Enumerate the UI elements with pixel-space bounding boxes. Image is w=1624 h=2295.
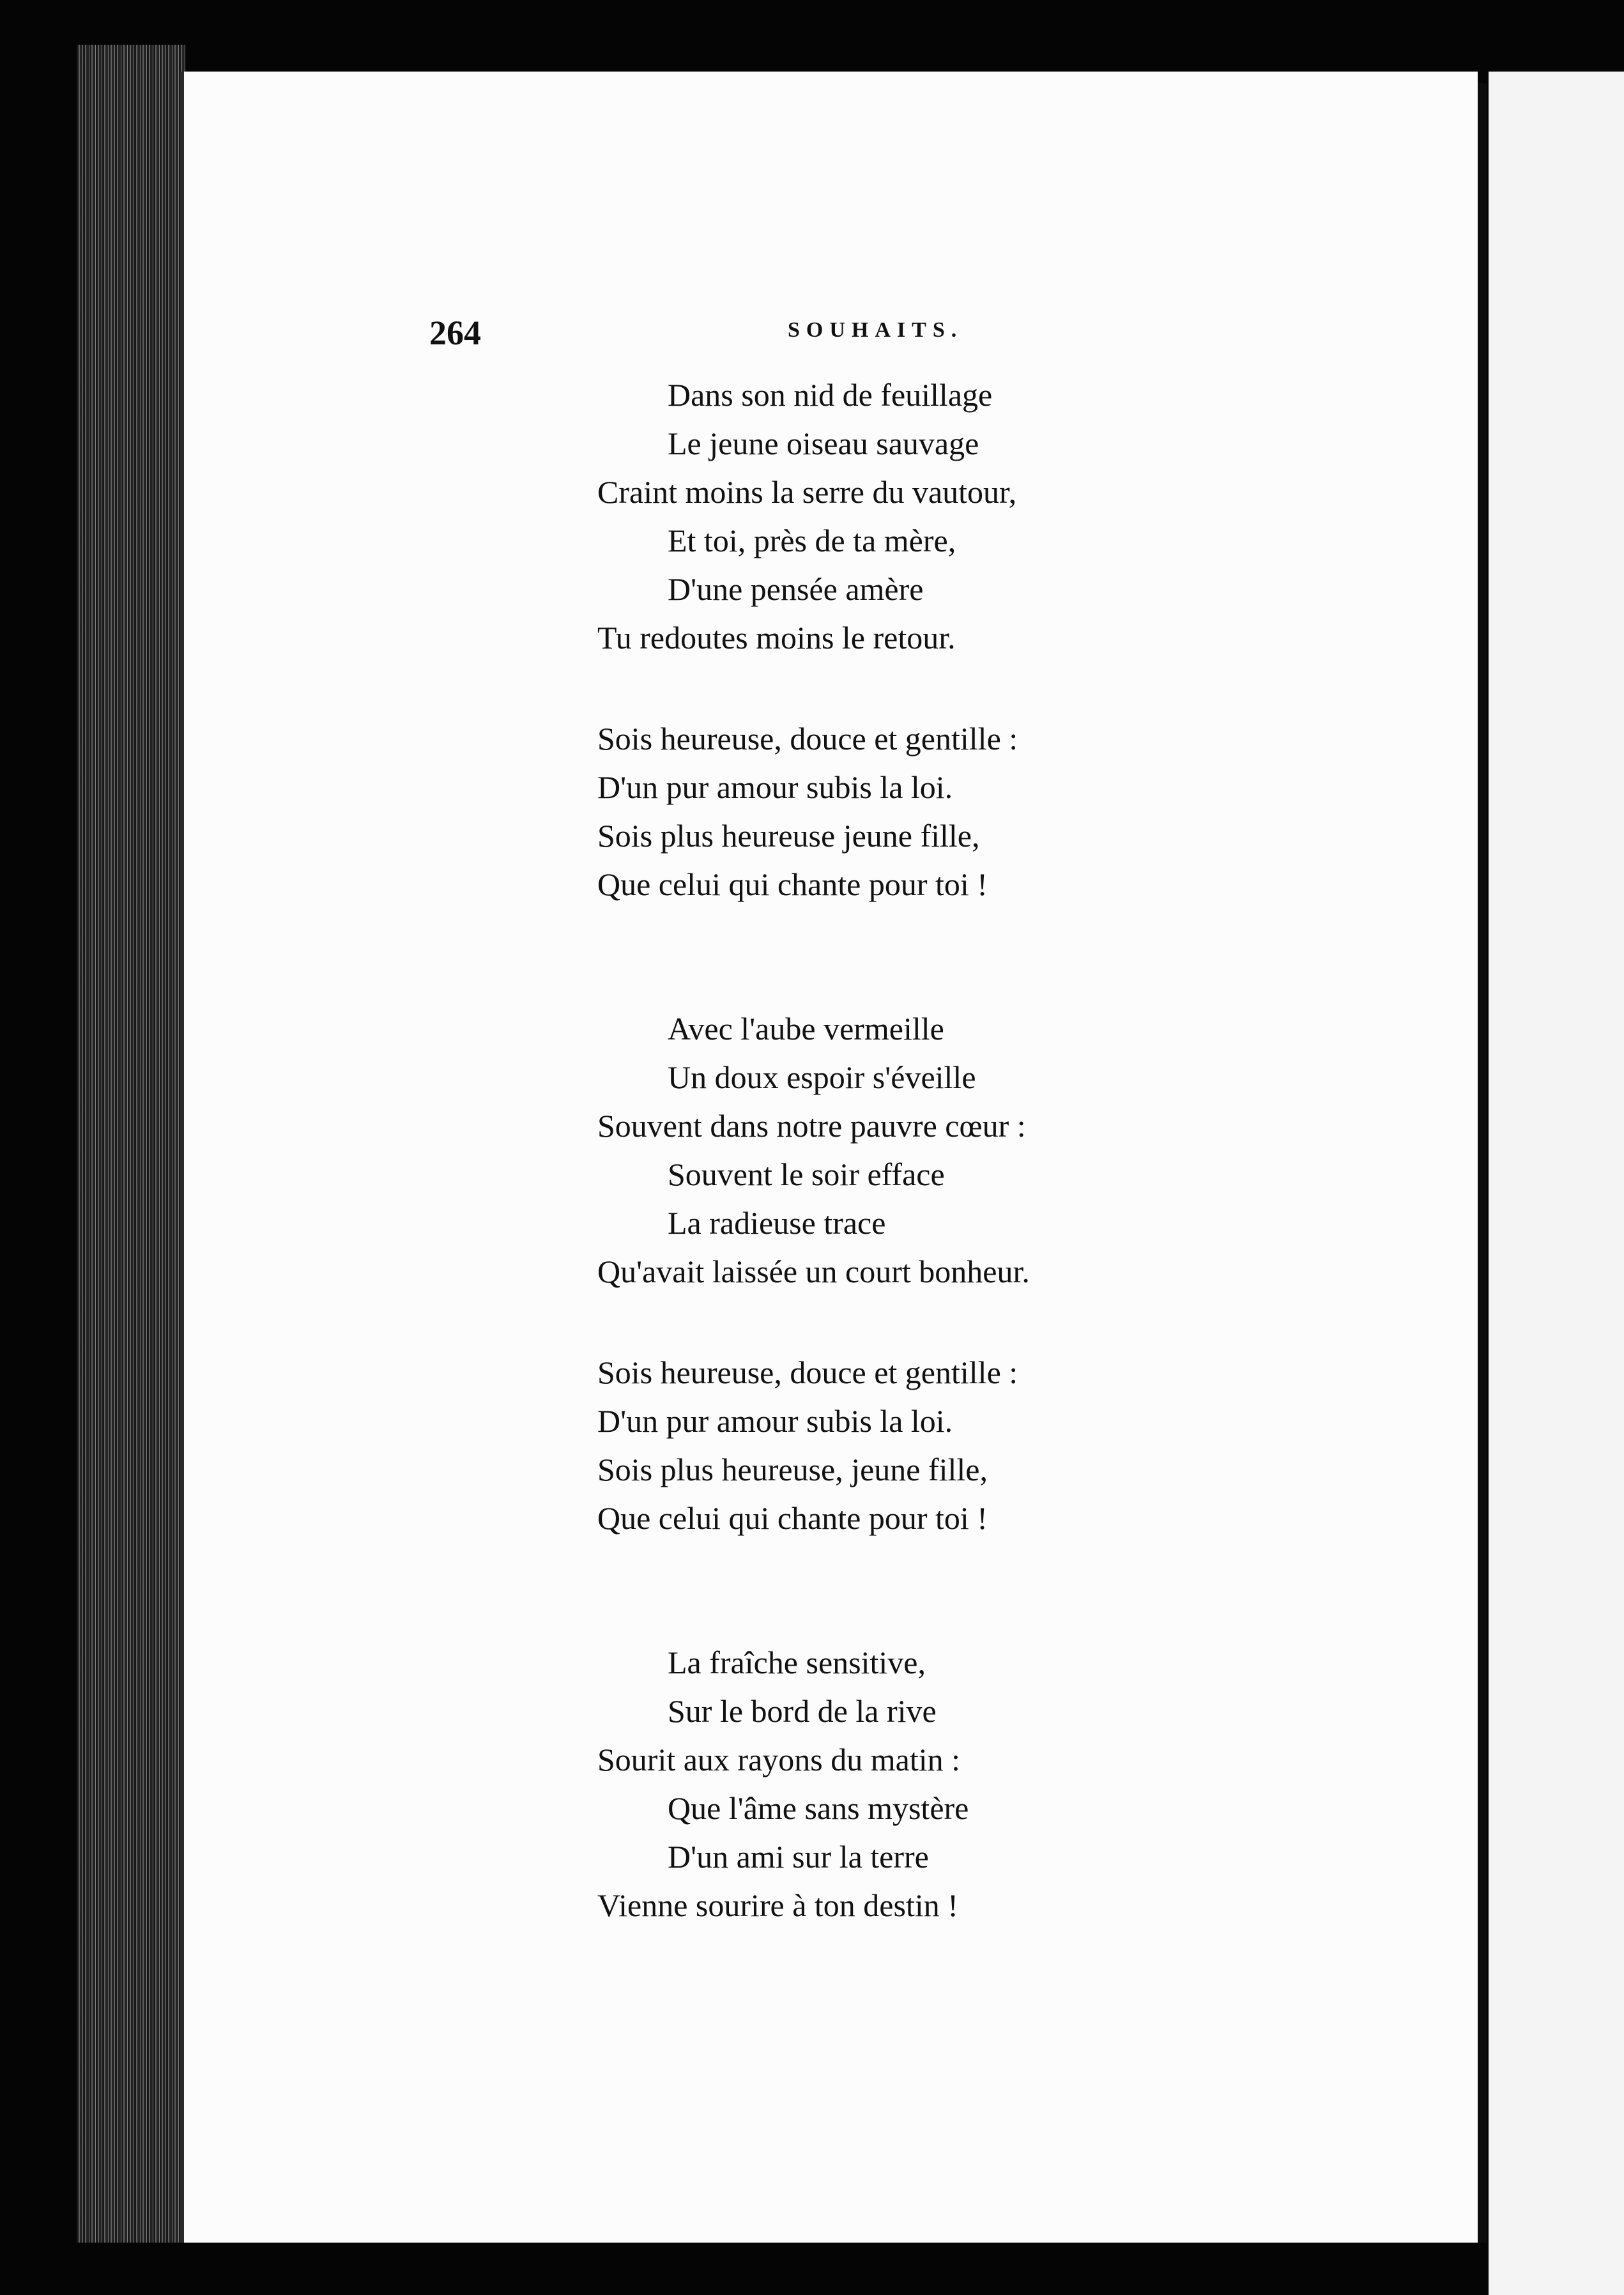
poem-line: Sois heureuse, douce et gentille : bbox=[597, 721, 1018, 756]
poem-line: Sois plus heureuse, jeune fille, bbox=[597, 1452, 988, 1487]
poem-line: Que celui qui chante pour toi ! bbox=[597, 1500, 988, 1536]
poem-line: La fraîche sensitive, bbox=[668, 1645, 926, 1680]
poem-line: D'un pur amour subis la loi. bbox=[597, 1403, 953, 1439]
poem bbox=[597, 371, 1428, 1930]
poem-line: Souvent le soir efface bbox=[668, 1156, 945, 1192]
poem-line: Dans son nid de feuillage bbox=[668, 377, 993, 413]
poem-line: Souvent dans notre pauvre cœur : bbox=[597, 1108, 1026, 1144]
running-head bbox=[0, 313, 1624, 351]
poem-line: Vienne sourire à ton destin ! bbox=[597, 1887, 958, 1923]
stanza bbox=[597, 371, 1428, 662]
page-number: 264 bbox=[429, 314, 481, 352]
poem-line: Le jeune oiseau sauvage bbox=[668, 426, 979, 461]
poem-line: Sois heureuse, douce et gentille : bbox=[597, 1355, 1018, 1390]
refrain-stanza bbox=[597, 714, 1428, 909]
poem-line: D'un pur amour subis la loi. bbox=[597, 769, 953, 805]
poem-line: La radieuse trace bbox=[668, 1205, 886, 1241]
book-page-edges bbox=[77, 45, 185, 2243]
poem-line: Qu'avait laissée un court bonheur. bbox=[597, 1254, 1030, 1289]
poem-line: Un doux espoir s'éveille bbox=[668, 1059, 976, 1095]
poem-line: D'une pensée amère bbox=[668, 571, 924, 607]
poem-line: Sourit aux rayons du matin : bbox=[597, 1742, 960, 1777]
poem-line: Tu redoutes moins le retour. bbox=[597, 620, 956, 656]
poem-line: Craint moins la serre du vautour, bbox=[597, 474, 1017, 510]
poem-line: Que l'âme sans mystère bbox=[668, 1790, 969, 1826]
poem-line: Avec l'aube vermeille bbox=[668, 1011, 944, 1047]
poem-line: Et toi, près de ta mère, bbox=[668, 523, 956, 558]
stanza bbox=[597, 1638, 1428, 1930]
facing-page-edge bbox=[1489, 72, 1624, 2295]
refrain-stanza bbox=[597, 1348, 1428, 1542]
poem-line: D'un ami sur la terre bbox=[668, 1839, 929, 1875]
stanza bbox=[597, 1004, 1428, 1296]
poem-line: Que celui qui chante pour toi ! bbox=[597, 866, 988, 902]
poem-line: Sois plus heureuse jeune fille, bbox=[597, 818, 980, 854]
running-title: SOUHAITS. bbox=[788, 318, 963, 342]
poem-line: Sur le bord de la rive bbox=[668, 1693, 937, 1729]
